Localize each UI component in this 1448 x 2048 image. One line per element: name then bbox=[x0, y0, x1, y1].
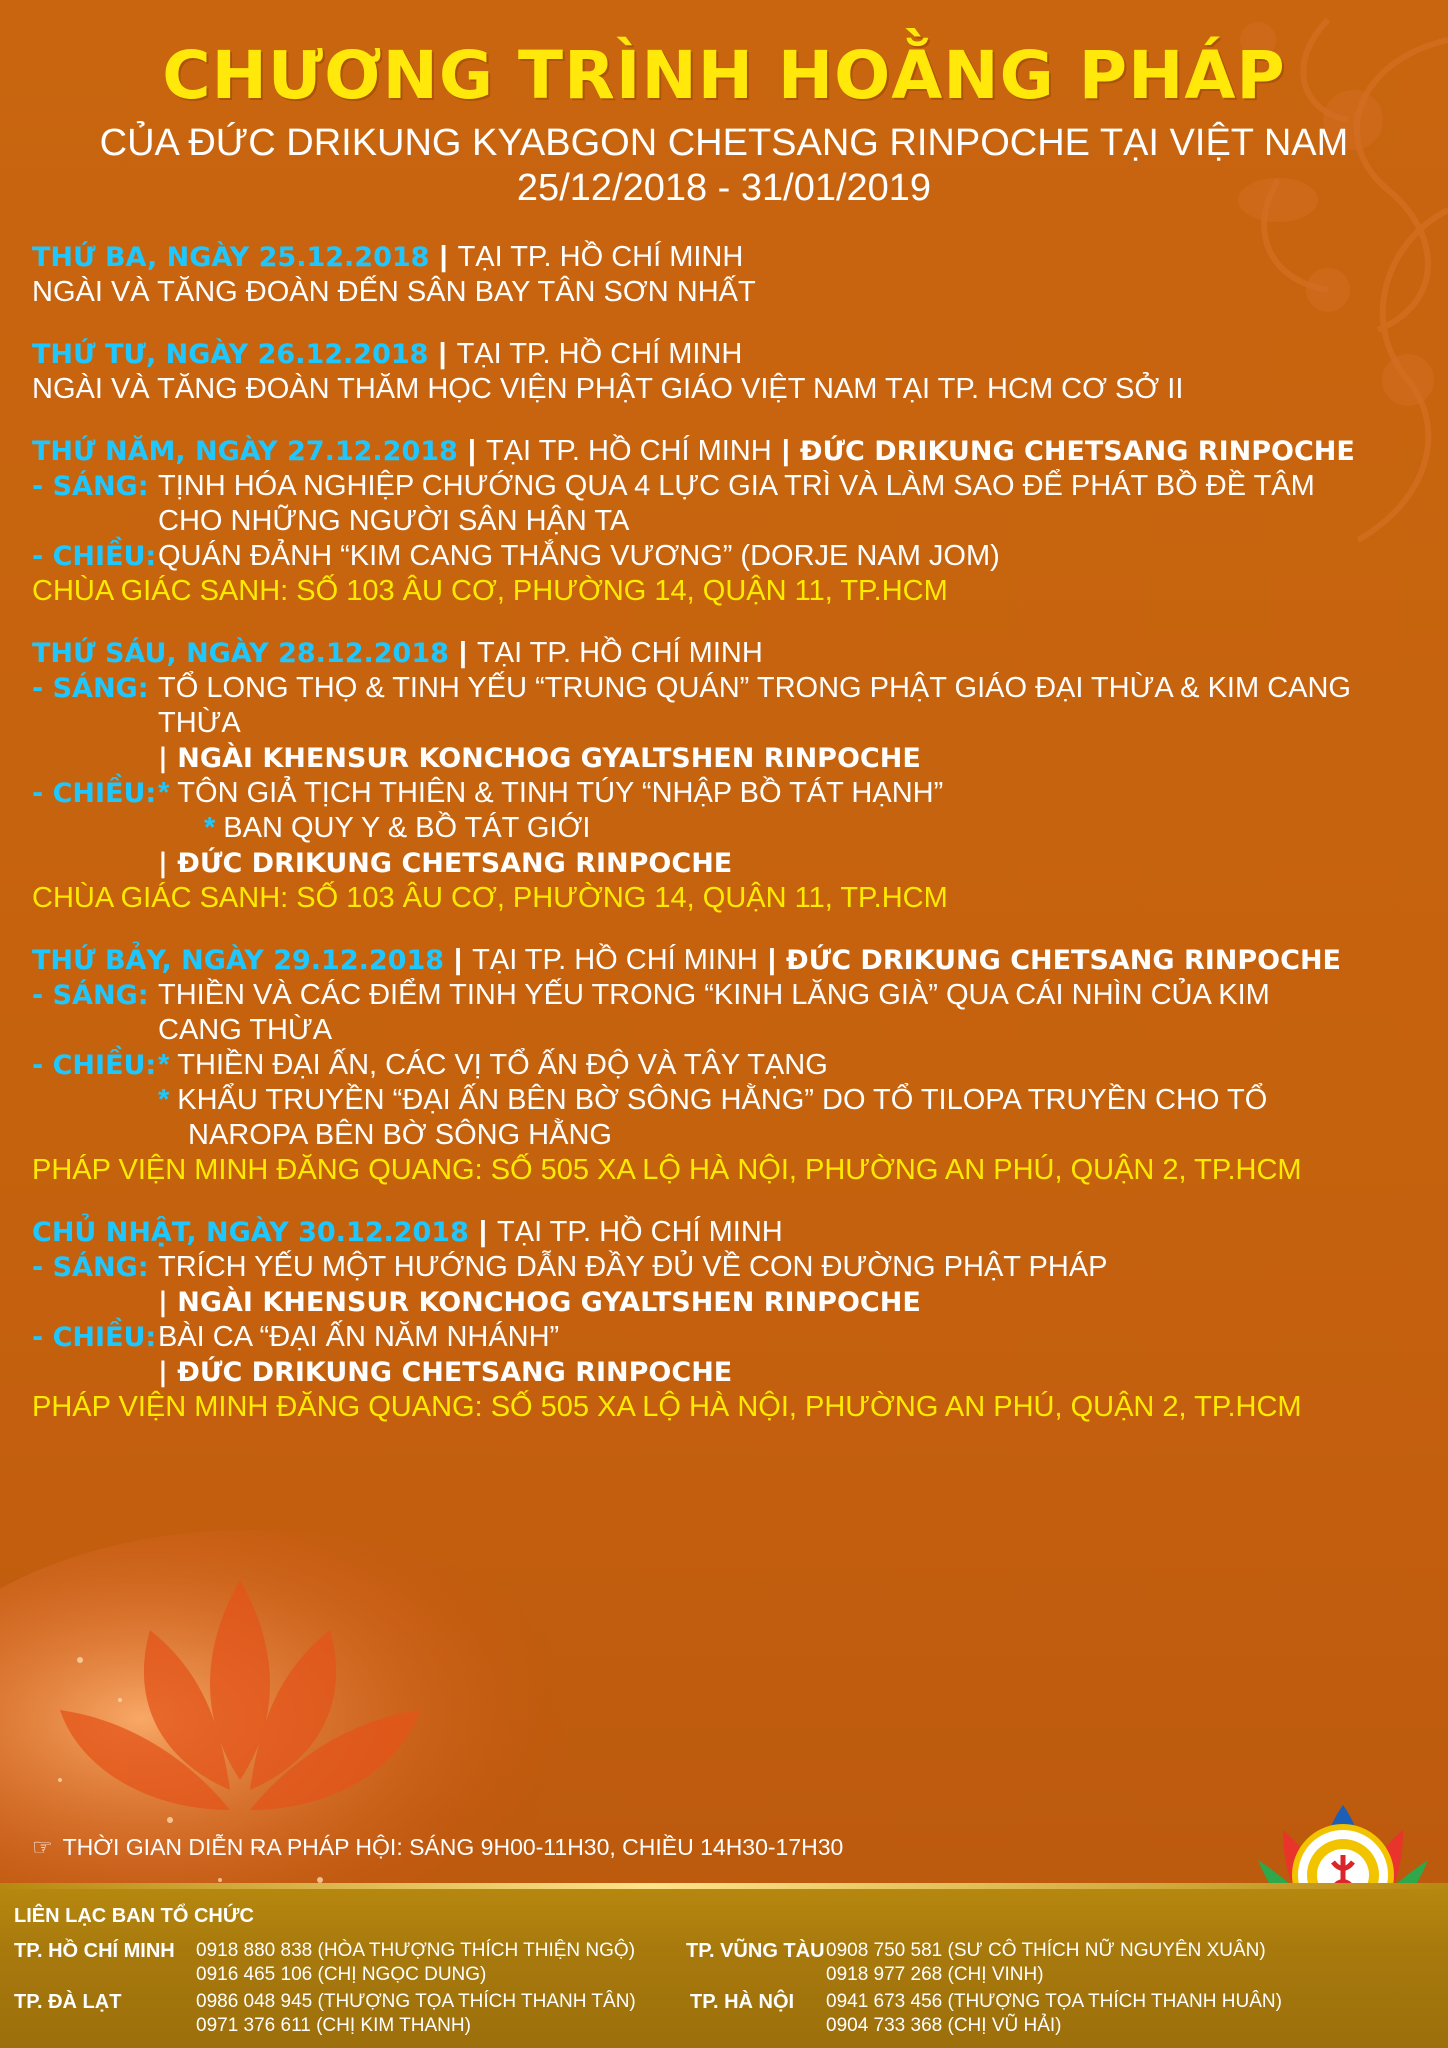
contact-phone: 0986 048 945 (THƯỢNG TỌA THÍCH THANH TÂN) bbox=[196, 1991, 636, 2012]
contact-city: TP. ĐÀ LẠT bbox=[14, 1991, 122, 2013]
afternoon-topic: THIỀN ĐẠI ẤN, CÁC VỊ TỔ ẤN ĐỘ VÀ TÂY TẠNG bbox=[177, 1049, 828, 1081]
time-note bbox=[32, 1832, 843, 1862]
day-venue: PHÁP VIỆN MINH ĐĂNG QUANG: SỐ 505 XA LỘ HÀ NỘI, PHƯỜNG AN PHÚ, QUẬN 2, TP.HCM bbox=[32, 1154, 1302, 1186]
day-date: THỨ NĂM, NGÀY 27.12.2018 bbox=[32, 436, 458, 467]
day-venue: PHÁP VIỆN MINH ĐĂNG QUANG: SỐ 505 XA LỘ HÀ NỘI, PHƯỜNG AN PHÚ, QUẬN 2, TP.HCM bbox=[32, 1391, 1302, 1423]
afternoon-session bbox=[32, 539, 1432, 574]
morning-topic-continued: CHO NHỮNG NGƯỜI SÂN HẬN TA bbox=[158, 505, 630, 537]
morning-topic-continued: CANG THỪA bbox=[158, 1014, 333, 1046]
morning-presenter-line bbox=[32, 1285, 1432, 1320]
afternoon-label: - CHIỀU: bbox=[32, 1322, 157, 1353]
separator: | bbox=[158, 743, 178, 774]
day-heading bbox=[32, 434, 1432, 469]
contact-city: TP. HỒ CHÍ MINH bbox=[14, 1940, 175, 1962]
day-location: TẠI TP. HỒ CHÍ MINH bbox=[497, 1216, 783, 1248]
morning-presenter: NGÀI KHENSUR KONCHOG GYALTSHEN RINPOCHE bbox=[177, 743, 921, 774]
day-date: THỨ BA, NGÀY 25.12.2018 bbox=[32, 242, 430, 273]
morning-session bbox=[32, 1250, 1432, 1285]
poster-header bbox=[0, 32, 1448, 210]
afternoon-presenter-line bbox=[32, 1355, 1432, 1390]
morning-session bbox=[32, 978, 1432, 1013]
day-location: TẠI TP. HỒ CHÍ MINH bbox=[477, 637, 763, 669]
afternoon-topic-2 bbox=[32, 811, 1432, 846]
morning-topic: TRÍCH YẾU MỘT HƯỚNG DẪN ĐẦY ĐỦ VỀ CON ĐƯỜNG PHẬT PHÁP bbox=[158, 1251, 1108, 1283]
time-note-text: THỜI GIAN DIỄN RA PHÁP HỘI: SÁNG 9H00-11H30, CHIỀU 14H30-17H30 bbox=[62, 1834, 844, 1860]
bullet-star-icon: * bbox=[158, 1084, 170, 1116]
day-date: THỨ SÁU, NGÀY 28.12.2018 bbox=[32, 638, 449, 669]
afternoon-topic-second: KHẨU TRUYỀN “ĐẠI ẤN BÊN BỜ SÔNG HẰNG” DO TỔ TILOPA TRUYỀN CHO TỔ bbox=[177, 1084, 1268, 1116]
day-entry bbox=[32, 1215, 1432, 1425]
schedule bbox=[32, 240, 1432, 1452]
morning-topic: TỔ LONG THỌ & TINH YẾU “TRUNG QUÁN” TRONG PHẬT GIÁO ĐẠI THỪA & KIM CANG bbox=[158, 672, 1351, 704]
bullet-star-icon: * bbox=[204, 812, 216, 844]
contact-city: TP. VŨNG TÀU bbox=[686, 1940, 825, 1962]
contact-phone: 0908 750 581 (SƯ CÔ THÍCH NỮ NGUYÊN XUÂN) bbox=[826, 1940, 1266, 1961]
day-entry bbox=[32, 240, 1432, 310]
separator: | bbox=[478, 1216, 488, 1248]
day-heading bbox=[32, 240, 1432, 275]
morning-session bbox=[32, 469, 1432, 504]
separator: | bbox=[439, 241, 448, 273]
day-heading bbox=[32, 1215, 1432, 1250]
morning-topic: THIỀN VÀ CÁC ĐIỂM TINH YẾU TRONG “KINH LĂNG GIÀ” QUA CÁI NHÌN CỦA KIM bbox=[158, 979, 1270, 1011]
contact-phone: 0918 977 268 (CHỊ VINH) bbox=[826, 1964, 1044, 1985]
day-location: TẠI TP. HỒ CHÍ MINH bbox=[456, 338, 743, 370]
separator: | bbox=[781, 435, 790, 467]
contact-city: TP. HÀ NỘI bbox=[690, 1991, 795, 2013]
separator: | bbox=[467, 435, 476, 467]
contact-hanoi bbox=[690, 1990, 1310, 2040]
separator: | bbox=[158, 1357, 178, 1388]
separator: | bbox=[454, 944, 463, 976]
morning-presenter: NGÀI KHENSUR KONCHOG GYALTSHEN RINPOCHE bbox=[177, 1287, 921, 1318]
separator: | bbox=[158, 1287, 178, 1318]
day-heading bbox=[32, 337, 1432, 372]
contact-phone: 0916 465 106 (CHỊ NGỌC DUNG) bbox=[196, 1964, 487, 1985]
morning-label: - SÁNG: bbox=[32, 980, 149, 1011]
day-location: TẠI TP. HỒ CHÍ MINH bbox=[485, 435, 772, 467]
afternoon-presenter: ĐỨC DRIKUNG CHETSANG RINPOCHE bbox=[177, 1357, 733, 1388]
day-date: THỨ TƯ, NGÀY 26.12.2018 bbox=[32, 339, 429, 370]
day-description: NGÀI VÀ TĂNG ĐOÀN ĐẾN SÂN BAY TÂN SƠN NHẤT bbox=[32, 276, 756, 308]
afternoon-session bbox=[32, 776, 1432, 811]
day-location: TẠI TP. HỒ CHÍ MINH bbox=[472, 944, 758, 976]
afternoon-label: - CHIỀU: bbox=[32, 1050, 157, 1081]
day-entry bbox=[32, 434, 1432, 609]
separator: | bbox=[158, 848, 178, 879]
afternoon-topic-2 bbox=[32, 1083, 1432, 1118]
afternoon-session bbox=[32, 1048, 1432, 1083]
day-entry bbox=[32, 943, 1432, 1188]
day-date: THỨ BẢY, NGÀY 29.12.2018 bbox=[32, 945, 445, 976]
morning-topic: TỊNH HÓA NGHIỆP CHƯỚNG QUA 4 LỰC GIA TRÌ VÀ LÀM SAO ĐỂ PHÁT BỒ ĐỀ TÂM bbox=[158, 470, 1315, 502]
afternoon-presenter-line bbox=[32, 846, 1432, 881]
contact-title: LIÊN LẠC BAN TỔ CHỨC bbox=[14, 1905, 254, 1927]
morning-topic-continued: THỪA bbox=[158, 707, 241, 739]
contact-hcm bbox=[14, 1939, 654, 1989]
separator: | bbox=[458, 637, 468, 669]
poster-title: CHƯƠNG TRÌNH HOẰNG PHÁP bbox=[162, 37, 1286, 114]
separator: | bbox=[438, 338, 447, 370]
lotus-flower-decoration bbox=[0, 1520, 700, 1940]
bullet-star-icon: * bbox=[158, 777, 170, 809]
day-venue: CHÙA GIÁC SANH: SỐ 103 ÂU CƠ, PHƯỜNG 14, QUẬN 11, TP.HCM bbox=[32, 575, 948, 607]
morning-presenter-line bbox=[32, 741, 1432, 776]
poster-date-range: 25/12/2018 - 31/01/2019 bbox=[516, 167, 932, 209]
contact-phone: 0918 880 838 (HÒA THƯỢNG THÍCH THIỆN NGỘ) bbox=[196, 1940, 636, 1961]
day-heading bbox=[32, 636, 1432, 671]
day-entry bbox=[32, 337, 1432, 407]
contact-phone: 0971 376 611 (CHỊ KIM THANH) bbox=[196, 2015, 471, 2036]
afternoon-topic: QUÁN ĐẢNH “KIM CANG THẮNG VƯƠNG” (DORJE NAM JOM) bbox=[158, 540, 1000, 572]
contact-footer bbox=[0, 1883, 1448, 2048]
day-venue: CHÙA GIÁC SANH: SỐ 103 ÂU CƠ, PHƯỜNG 14, QUẬN 11, TP.HCM bbox=[32, 882, 948, 914]
morning-label: - SÁNG: bbox=[32, 673, 149, 704]
day-date: CHỦ NHẬT, NGÀY 30.12.2018 bbox=[32, 1217, 469, 1248]
morning-label: - SÁNG: bbox=[32, 471, 149, 502]
bullet-star-icon: * bbox=[158, 1049, 170, 1081]
day-heading bbox=[32, 943, 1432, 978]
afternoon-presenter: ĐỨC DRIKUNG CHETSANG RINPOCHE bbox=[177, 848, 733, 879]
afternoon-topic: BÀI CA “ĐẠI ẤN NĂM NHÁNH” bbox=[158, 1321, 560, 1353]
afternoon-topic-third: NAROPA BÊN BỜ SÔNG HẰNG bbox=[188, 1119, 612, 1151]
contact-vungtau bbox=[686, 1939, 1306, 1989]
afternoon-topic-second: BAN QUY Y & BỒ TÁT GIỚI bbox=[223, 812, 591, 844]
afternoon-label: - CHIỀU: bbox=[32, 778, 157, 809]
day-description: NGÀI VÀ TĂNG ĐOÀN THĂM HỌC VIỆN PHẬT GIÁO VIỆT NAM TẠI TP. HCM CƠ SỞ II bbox=[32, 373, 1184, 405]
afternoon-topic: TÔN GIẢ TỊCH THIÊN & TINH TÚY “NHẬP BỒ TÁT HẠNH” bbox=[177, 777, 944, 809]
afternoon-session bbox=[32, 1320, 1432, 1355]
day-presenter: ĐỨC DRIKUNG CHETSANG RINPOCHE bbox=[799, 436, 1355, 467]
afternoon-label: - CHIỀU: bbox=[32, 541, 157, 572]
poster-subtitle: CỦA ĐỨC DRIKUNG KYABGON CHETSANG RINPOCHE TẠI VIỆT NAM bbox=[99, 122, 1349, 164]
day-location: TẠI TP. HỒ CHÍ MINH bbox=[457, 241, 744, 273]
day-entry bbox=[32, 636, 1432, 916]
pointing-hand-icon: ☞ bbox=[32, 1834, 53, 1860]
contact-phone: 0904 733 368 (CHỊ VŨ HẢI) bbox=[826, 2015, 1062, 2036]
contact-phone: 0941 673 456 (THƯỢNG TỌA THÍCH THANH HUÂN) bbox=[826, 1991, 1282, 2012]
morning-session bbox=[32, 671, 1432, 706]
day-presenter: ĐỨC DRIKUNG CHETSANG RINPOCHE bbox=[786, 945, 1341, 976]
afternoon-topic-3 bbox=[32, 1118, 1432, 1153]
morning-label: - SÁNG: bbox=[32, 1252, 149, 1283]
separator: | bbox=[767, 944, 777, 976]
contact-dalat bbox=[14, 1990, 654, 2040]
